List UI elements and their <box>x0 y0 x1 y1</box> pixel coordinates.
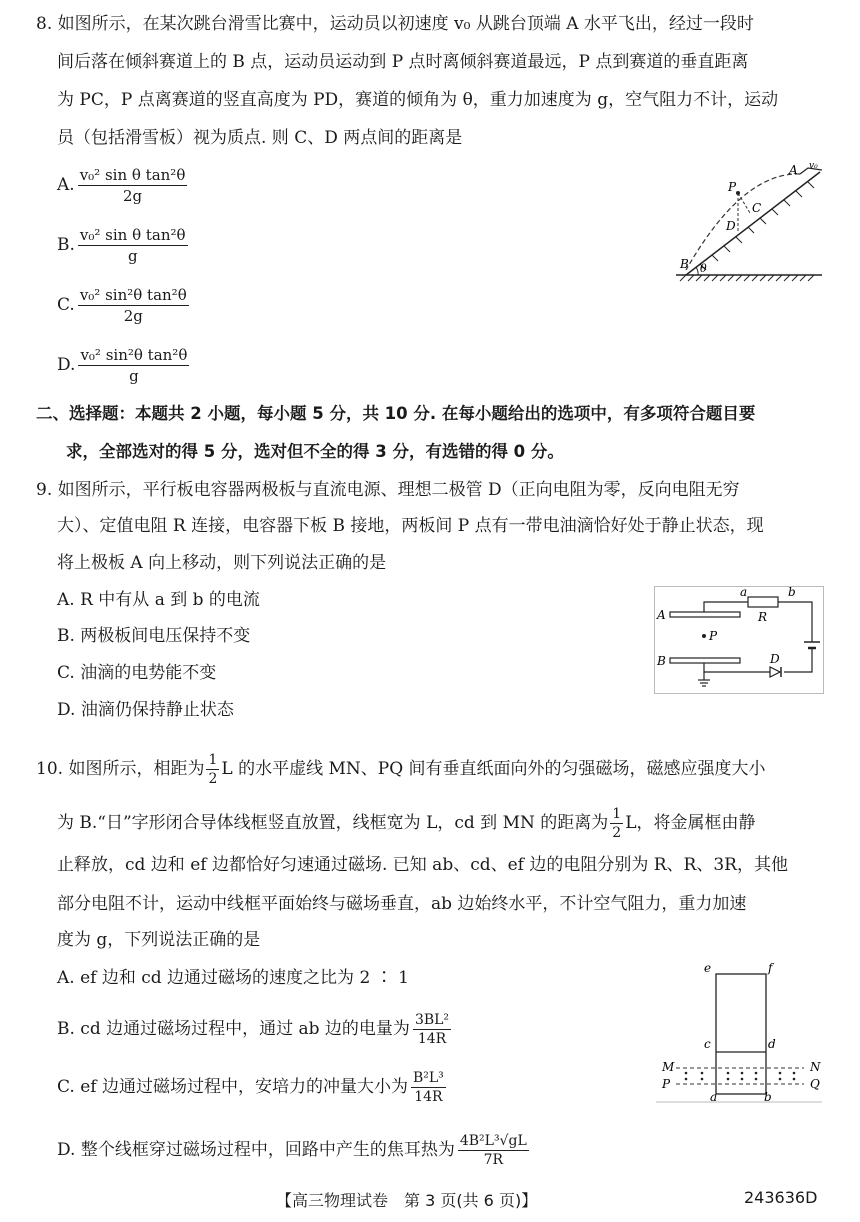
q9-stem-line-1: 9. 如图所示，平行板电容器两极板与直流电源、理想二极管 D（正向电阻为零，反向电阻无穷 <box>36 480 740 500</box>
pc-dashed <box>738 193 750 213</box>
q8-option-c-numerator: v₀² sin²θ tan²θ <box>79 286 187 304</box>
q8-stem-line-4: 员（包括滑雪板）视为质点. 则 C、D 两点间的距离是 <box>57 128 463 148</box>
frame-outline <box>716 974 766 1094</box>
label-a: A <box>789 163 798 177</box>
point-p <box>736 191 740 195</box>
section2-heading-line-2: 求，全部选对的得 5 分，选对但不全的得 3 分，有选错的得 0 分。 <box>66 442 564 461</box>
label-b: B <box>680 257 689 271</box>
label-q: Q <box>810 1077 820 1091</box>
q10-option-c <box>57 1070 446 1105</box>
ground-hatching <box>680 275 814 281</box>
q8-stem-line-3: 为 PC，P 点离赛道的竖直高度为 PD，赛道的倾角为 θ，重力加速度为 g，空气阻力不计，运动 <box>57 90 779 110</box>
q10-option-b-denominator: 14R <box>417 1031 447 1047</box>
q9-option-d: D. 油滴仍保持静止状态 <box>57 700 234 720</box>
q8-option-a-numerator: v₀² sin θ tan²θ <box>79 166 186 184</box>
q10-option-d <box>57 1133 529 1168</box>
q10-line1-frac-den: 2 <box>208 771 218 787</box>
q8-stem-line-2: 间后落在倾斜赛道上的 B 点，运动员运动到 P 点时离倾斜赛道最远，P 点到赛道的垂直距离 <box>57 52 749 72</box>
q10-line1-prefix: 10. 如图所示，相距为 <box>36 759 205 779</box>
q9-option-b: B. 两极板间电压保持不变 <box>57 626 251 646</box>
wire-top-left <box>704 602 748 612</box>
footer-title: 【高三物理试卷 第 3 页(共 6 页)】 <box>276 1191 538 1210</box>
q10-option-c-text: C. ef 边通过磁场过程中，安培力的冲量大小为 <box>57 1077 408 1097</box>
q8-option-b <box>57 226 188 265</box>
q10-option-b-text: B. cd 边通过磁场过程中，通过 ab 边的电量为 <box>57 1019 410 1039</box>
capacitor-circuit-figure <box>654 586 824 694</box>
plate-b <box>670 658 740 663</box>
label-plate-b: B <box>657 654 666 668</box>
label-plate-a: A <box>657 608 666 622</box>
q10-option-c-denominator: 14R <box>414 1089 443 1105</box>
label-b-node: b <box>788 586 796 599</box>
ski-jump-figure <box>672 160 828 284</box>
q8-option-d-label: D. <box>57 355 76 375</box>
q8-stem-line-1: 8. 如图所示，在某次跳台滑雪比赛中，运动员以初速度 v₀ 从跳台顶端 A 水平飞出，经过一段时 <box>36 14 754 34</box>
q10-stem-line-4: 部分电阻不计，运动中线框平面始终与磁场垂直，ab 边始终水平，不计空气阻力，重力加速 <box>57 894 747 914</box>
q8-option-b-label: B. <box>57 235 75 255</box>
label-a: a <box>710 1090 718 1104</box>
q10-option-d-denominator: 7R <box>483 1152 504 1168</box>
label-f: f <box>768 961 773 975</box>
q10-line2-frac-num: 1 <box>612 806 622 822</box>
q10-stem-line-5: 度为 g，下列说法正确的是 <box>57 930 261 950</box>
q8-option-b-numerator: v₀² sin θ tan²θ <box>79 226 186 244</box>
label-theta: θ <box>700 262 707 275</box>
q10-option-d-numerator: 4B²L³√gL <box>459 1133 527 1149</box>
label-d: d <box>768 1037 776 1051</box>
label-p: P <box>662 1077 671 1091</box>
magnetic-field-dots <box>685 1072 796 1081</box>
q8-option-d <box>57 346 189 385</box>
q9-stem-line-3: 将上极板 A 向上移动，则下列说法正确的是 <box>57 553 387 573</box>
q8-option-c-label: C. <box>57 295 75 315</box>
q10-line1-frac-num: 1 <box>208 752 218 768</box>
label-c: C <box>752 201 762 215</box>
section2-heading-line-1: 二、选择题：本题共 2 小题，每小题 5 分，共 10 分. 在每小题给出的选项中，有多项符合题目要 <box>36 404 756 423</box>
q8-option-a-label: A. <box>57 175 75 195</box>
q10-line1-suffix: L 的水平虚线 MN、PQ 间有垂直纸面向外的匀强磁场，磁感应强度大小 <box>221 759 766 779</box>
q8-option-d-numerator: v₀² sin²θ tan²θ <box>80 346 188 364</box>
wire-top-right <box>778 602 812 642</box>
q9-option-c: C. 油滴的电势能不变 <box>57 663 217 683</box>
q8-option-a-denominator: 2g <box>122 187 143 205</box>
q8-option-c <box>57 286 189 325</box>
resistor-r <box>748 597 778 607</box>
q10-stem-line-1 <box>36 752 766 787</box>
footer-code: 243636D <box>744 1188 818 1207</box>
slope-hatching <box>700 182 814 270</box>
q8-option-c-denominator: 2g <box>123 307 143 325</box>
label-e: e <box>704 961 712 975</box>
plate-a <box>670 612 740 617</box>
q9-stem-line-2: 大）、定值电阻 R 连接，电容器下板 B 接地，两板间 P 点有一带电油滴恰好处于静止状态，现 <box>57 516 764 536</box>
label-d: D <box>726 219 736 233</box>
q9-option-a: A. R 中有从 a 到 b 的电流 <box>57 590 260 610</box>
q8-option-d-denominator: g <box>129 367 139 385</box>
q8-option-b-denominator: g <box>127 247 138 265</box>
label-c: c <box>704 1037 711 1051</box>
q10-option-b <box>57 1012 451 1047</box>
label-p: P <box>728 180 737 194</box>
frame-magnetic-field-figure <box>654 960 824 1104</box>
q8-option-a <box>57 166 187 205</box>
wire-bottom <box>704 663 770 672</box>
label-diode: D <box>770 652 780 666</box>
q10-line2-suffix: L，将金属框由静 <box>625 813 756 833</box>
q10-stem-line-2 <box>57 806 756 841</box>
theta-arc <box>696 267 698 275</box>
label-b: b <box>764 1090 772 1104</box>
label-v0: v₀ <box>809 161 818 171</box>
label-r: R <box>758 610 768 624</box>
trajectory-dashed <box>686 174 800 270</box>
wire-right-bottom <box>784 648 812 672</box>
diode-d <box>770 667 780 677</box>
label-m: M <box>662 1060 675 1074</box>
label-n: N <box>810 1060 821 1074</box>
q10-stem-line-3: 止释放，cd 边和 ef 边都恰好匀速通过磁场. 已知 ab、cd、ef 边的电阻分别为 R、R、3R，其他 <box>57 855 788 875</box>
q10-option-a: A. ef 边和 cd 边通过磁场的速度之比为 2 ∶ 1 <box>57 968 409 988</box>
label-p: P <box>709 629 718 643</box>
q10-option-d-text: D. 整个线框穿过磁场过程中，回路中产生的焦耳热为 <box>57 1140 455 1160</box>
label-a-node: a <box>740 586 748 599</box>
q10-line2-frac-den: 2 <box>612 825 622 841</box>
q10-option-b-numerator: 3BL² <box>414 1012 450 1028</box>
q10-option-c-numerator: B²L³ <box>412 1070 444 1086</box>
oil-drop-p <box>702 634 706 638</box>
q10-line2-prefix: 为 B.“日”字形闭合导体线框竖直放置，线框宽为 L，cd 到 MN 的距离为 <box>57 813 609 833</box>
slope-line <box>686 172 820 275</box>
